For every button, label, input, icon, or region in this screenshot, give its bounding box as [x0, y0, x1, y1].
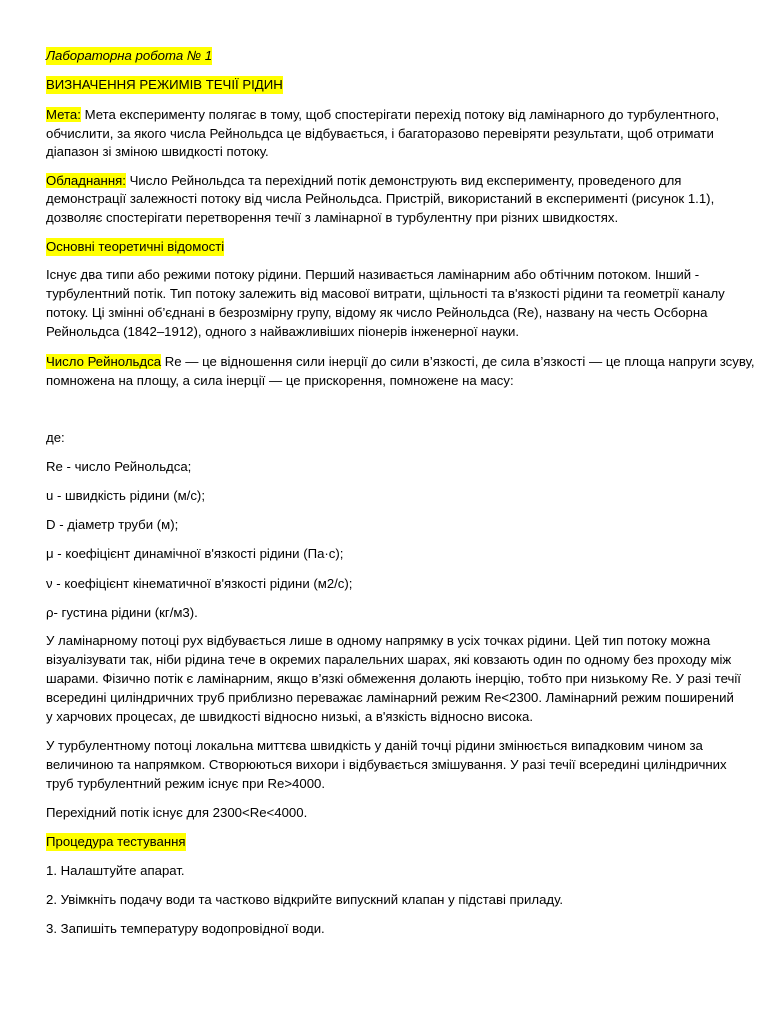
- laminar-line-1: У ламінарному потоці рух відбувається лише в одному напрямку в усіх точках рідини. Цей тип потоку можна: [46, 633, 711, 648]
- variable-nu: ν - коефіцієнт кінематичної в'язкості рідини (м2/с);: [46, 576, 353, 591]
- laminar-line-2: візуалізувати так, ніби рідина тече в окремих паралельних шарах, які ковзають один по одному без проходу між: [46, 652, 732, 667]
- laminar-line-4: всередині циліндричних труб приблизно переважає ламінарний режим Re<2300. Ламінарний режим поширений: [46, 690, 734, 705]
- equipment-line-1: [46, 172, 681, 190]
- theory-heading: Основні теоретичні відомості: [46, 239, 225, 254]
- equipment-line-2: демонстрації залежності потоку від числа Рейнольдса. Пристрій, використаний в експерименті (рисунок 1.1),: [46, 191, 715, 206]
- theory-line-4: Рейнольдса (1842–1912), одного з найважливіших піонерів інженерної науки.: [46, 324, 520, 339]
- reynolds-line-1: [46, 353, 755, 371]
- theory-line-2: турбулентний потік. Тип потоку залежить від масової витрати, щільності та в'язкості рідини та геометрії каналу: [46, 286, 725, 301]
- goal-line-1: [46, 106, 719, 124]
- step-2: 2. Увімкніть подачу води та частково відкрийте випускний клапан у підставі приладу.: [46, 892, 564, 907]
- equipment-text-1: Число Рейнольдса та перехідний потік демонструють вид експерименту, проведеного для: [125, 173, 682, 188]
- lab-title: Лабораторна робота № 1: [46, 48, 213, 63]
- turbulent-line-3: труб турбулентний режим існує при Re>4000.: [46, 776, 326, 791]
- step-1: 1. Налаштуйте апарат.: [46, 863, 185, 878]
- goal-text-1: Мета експерименту полягає в тому, щоб спостерігати перехід потоку від ламінарного до турбулентного,: [80, 107, 720, 122]
- procedure-heading: Процедура тестування: [46, 834, 186, 849]
- lab-subtitle: ВИЗНАЧЕННЯ РЕЖИМІВ ТЕЧІЇ РІДИН: [46, 77, 283, 92]
- reynolds-label: Число Рейнольдса: [46, 354, 162, 369]
- equipment-line-3: дозволяє спостерігати перетворення течії з ламінарної в турбулентну при різних швидкостях.: [46, 210, 619, 225]
- reynolds-text-1: Re — це відношення сили інерції до сили в’язкості, де сила в’язкості — це площа напруги зсуву,: [161, 354, 755, 369]
- variable-d: D - діаметр труби (м);: [46, 517, 179, 532]
- laminar-line-3: шарами. Фізично потік є ламінарним, якщо в’язкі обмеження долають інерцію, тобто при низькому Re. У разі течії: [46, 671, 741, 686]
- theory-line-3: потоку. Ці змінні об’єднані в безрозмірну групу, відому як число Рейнольдса (Re), названу на честь Осборна: [46, 305, 708, 320]
- transitional-flow: Перехідний потік існує для 2300<Re<4000.: [46, 805, 308, 820]
- laminar-line-5: у харчових процесах, де швидкості відносно низькі, а в'язкість відносно висока.: [46, 709, 534, 724]
- goal-label: Мета:: [46, 107, 81, 122]
- turbulent-line-2: величиною та напрямком. Створюються вихори і відбувається змішування. У разі течії всередині циліндричних: [46, 757, 727, 772]
- reynolds-line-2: помножена на площу, а сила інерції — це прискорення, помножене на масу:: [46, 373, 514, 388]
- variable-re: Re - число Рейнольдса;: [46, 459, 192, 474]
- equipment-label: Обладнання:: [46, 173, 126, 188]
- step-3: 3. Запишіть температуру водопровідної води.: [46, 921, 325, 936]
- goal-line-2: обчислити, за якого числа Рейнольдса це відбувається, і багаторазово перевіряти результати, щоб отримати: [46, 126, 714, 141]
- variable-u: u - швидкість рідини (м/с);: [46, 488, 205, 503]
- variable-rho: ρ- густина рідини (кг/м3).: [46, 605, 198, 620]
- goal-line-3: діапазон зі зміною швидкості потоку.: [46, 144, 269, 159]
- variable-mu: μ - коефіцієнт динамічної в'язкості рідини (Па·с);: [46, 546, 344, 561]
- turbulent-line-1: У турбулентному потоці локальна миттєва швидкість у даній точці рідини змінюється випадковим чином за: [46, 738, 703, 753]
- where-label: де:: [46, 430, 65, 445]
- theory-line-1: Існує два типи або режими потоку рідини. Перший називається ламінарним або обтічним потоком. Інший -: [46, 267, 700, 282]
